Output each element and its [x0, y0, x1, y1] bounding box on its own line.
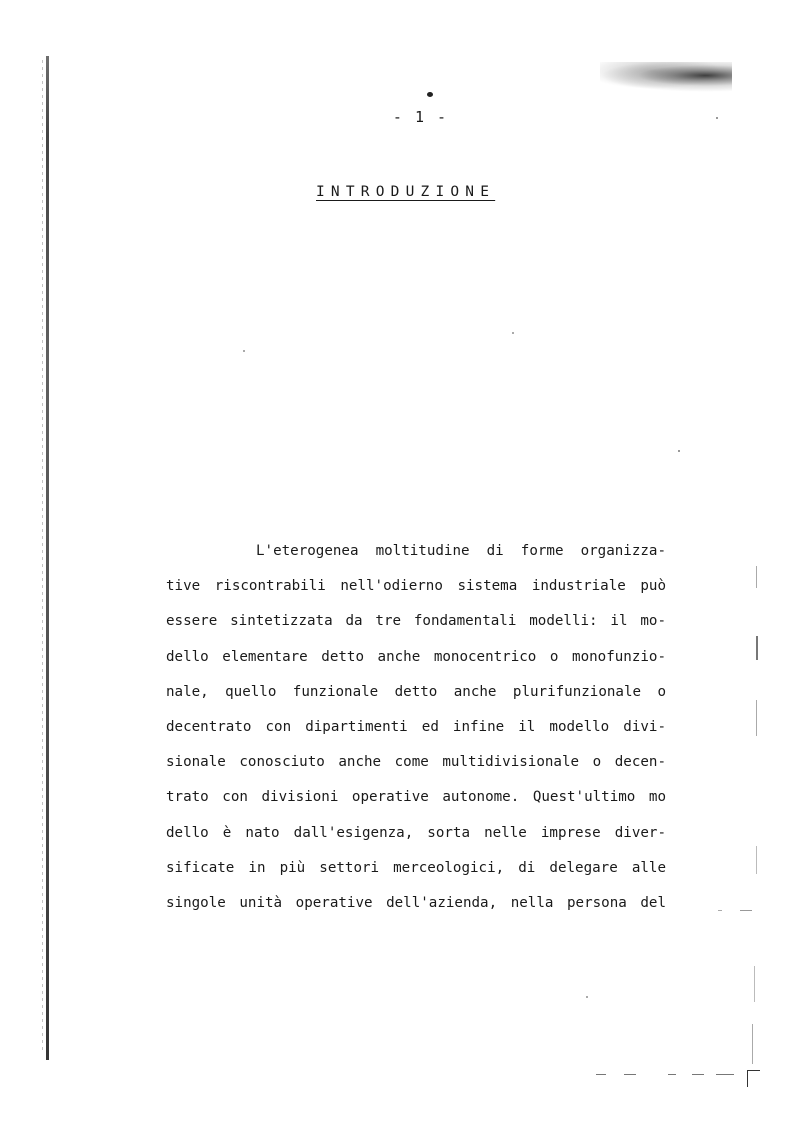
document-title: INTRODUZIONE [316, 184, 496, 200]
paragraph-line: nale, quello funzionale detto anche plurifunzionale o [166, 683, 666, 700]
paragraph-line: trato con divisioni operative autonome. Quest'ultimo mo [166, 789, 666, 806]
scan-speck [718, 910, 722, 911]
scan-speck [243, 350, 245, 352]
page-number-text: - 1 - [392, 108, 449, 126]
ink-dot-mark [427, 92, 433, 97]
paragraph-line: sionale conosciuto anche come multidivisionale o decen- [166, 754, 666, 771]
scan-speck [596, 1074, 606, 1075]
scan-speck [624, 1074, 636, 1075]
scan-speck [716, 117, 718, 119]
scan-speck [740, 910, 752, 911]
scan-speck [678, 450, 680, 452]
paragraph-line: tive riscontrabili nell'odierno sistema industriale può [166, 578, 666, 595]
paragraph-line: essere sintetizzata da tre fondamentali modelli: il mo- [166, 613, 666, 630]
scan-binding-edge [46, 56, 49, 1060]
paragraph-line: dello è nato dall'esigenza, sorta nelle imprese diver- [166, 824, 666, 841]
scan-speck [756, 700, 757, 736]
scan-speck [692, 1074, 704, 1075]
paragraph-line: L'eterogenea moltitudine di forme organizza- [256, 543, 666, 559]
scan-speck [754, 966, 755, 1002]
scan-speck [512, 332, 514, 334]
paragraph-line: dello elementare detto anche monocentrico o monofunzio- [166, 648, 666, 665]
scan-speck [756, 566, 757, 588]
scan-speck [668, 1074, 676, 1075]
scan-speck [586, 996, 588, 998]
crop-corner-mark [747, 1070, 760, 1087]
scan-speck [756, 636, 758, 660]
scan-speck [756, 846, 757, 874]
body-paragraph [166, 534, 666, 921]
paragraph-line: decentrato con dipartimenti ed infine il modello divi- [166, 719, 666, 736]
scan-smudge [600, 62, 732, 92]
scan-speck [752, 1024, 753, 1064]
page-number [0, 108, 793, 126]
scan-binding-shadow [42, 60, 43, 1050]
paragraph-line: sificate in più settori merceologici, di delegare alle [166, 859, 666, 876]
scan-speck [716, 1074, 734, 1075]
paragraph-line: singole unità operative dell'azienda, nella persona del [166, 895, 666, 912]
